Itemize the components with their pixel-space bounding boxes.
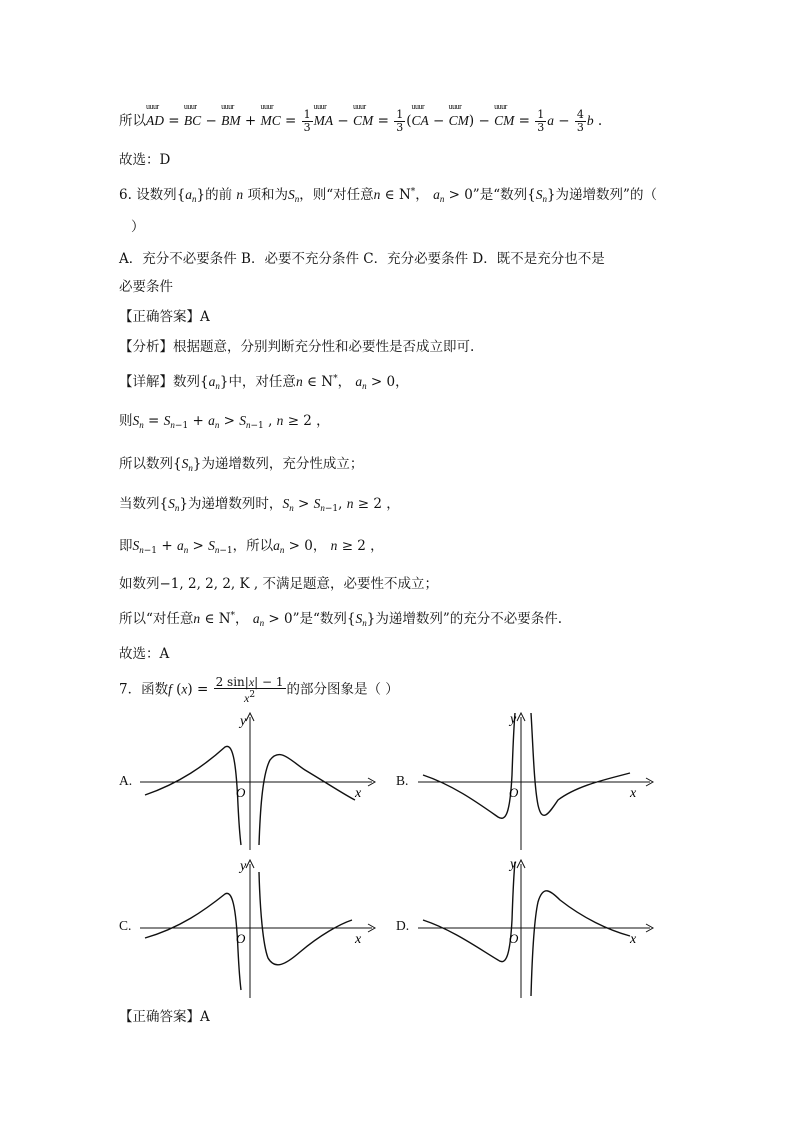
q6-conclusion: 所以“对任意n ∈ N*， $a_n > 0$”是“数列$\{S_n\}$为递增数列”的充分不必要条件.: [119, 611, 563, 628]
q6-choose: 故选：A: [119, 646, 170, 662]
option-b-label[interactable]: B.: [396, 773, 409, 788]
graph-b[interactable]: [418, 705, 658, 850]
b-origin-label: O: [509, 785, 519, 800]
option-c-label[interactable]: C.: [119, 918, 132, 933]
q6-options-1: A．充分不必要条件 B．必要不充分条件 C．充分必要条件 D．既不是充分也不是: [119, 251, 605, 267]
a-x-label: x: [355, 786, 362, 801]
q6-detail: 【详解】数列$\{a_n\}$中，对任意n ∈ N*， $a_n > 0$，: [119, 374, 409, 391]
d-origin-label: O: [509, 931, 519, 946]
q6-stem-close: ）: [131, 219, 145, 235]
q6-analysis: 【分析】根据题意，分别判断充分性和必要性是否成立即可.: [119, 339, 475, 355]
b-y-label: y: [510, 712, 517, 727]
q7-answer: 【正确答案】A: [119, 1009, 210, 1025]
d-y-label: y: [510, 857, 517, 872]
a-origin-label: O: [236, 785, 246, 800]
q5-choose: 故选：D: [119, 152, 171, 168]
q6-stem: 6. 设数列$\{a_n\}$的前 n 项和为$S_n$，则“对任意n ∈ N*， $a_n > 0$”是“数列$\{S_n\}$为递增数列”的（: [119, 187, 657, 204]
graph-c[interactable]: [140, 850, 380, 998]
q6-then: 则$S_n = S_{n-1} + a_n > S_{n-1}$ , n ≥ 2 ，: [119, 413, 330, 431]
a-y-label: y: [240, 714, 247, 729]
q6-answer: 【正确答案】A: [119, 309, 210, 325]
option-d-label[interactable]: D.: [396, 918, 410, 933]
d-x-label: x: [630, 932, 637, 947]
option-a-label[interactable]: A.: [119, 773, 133, 788]
b-x-label: x: [630, 786, 637, 801]
c-origin-label: O: [236, 931, 246, 946]
graph-d[interactable]: [418, 850, 658, 998]
q6-sufficiency: 所以数列$\{S_n\}$为递增数列，充分性成立；: [119, 456, 364, 473]
graph-a[interactable]: [140, 705, 380, 850]
q6-example: 如数列−1, 2, 2, 2, K , 不满足题意，必要性不成立；: [119, 576, 438, 592]
c-y-label: y: [240, 859, 247, 874]
q7-stem: 7．函数f (x) = $\frac{2 \sin|x| - 1}{x^2}$ 的部分图象是（ ）: [119, 675, 399, 705]
c-x-label: x: [355, 932, 362, 947]
q6-options-2: 必要条件: [119, 279, 173, 295]
q6-necessity: 当数列$\{S_n\}$为递增数列时，$S_n > S_{n-1}$, n ≥ 2 ，: [119, 496, 400, 514]
q5-vector-line: 所以uuur AD = uuur BC − uuur BM + uuur MC = $\frac{1}{3}$ uuur MA − uuur CM = $\frac{1}{3}$ (uuur CA − uuur CM) − uuur CM = $\frac{1}{3}$ a − $\frac{4}{3}$ b .: [119, 109, 602, 134]
q5-prefix: 所以: [119, 113, 146, 129]
q6-ie: 即$S_{n-1} + a_n > S_{n-1}$，所以$a_n > 0$， n ≥ 2 ，: [119, 538, 384, 556]
